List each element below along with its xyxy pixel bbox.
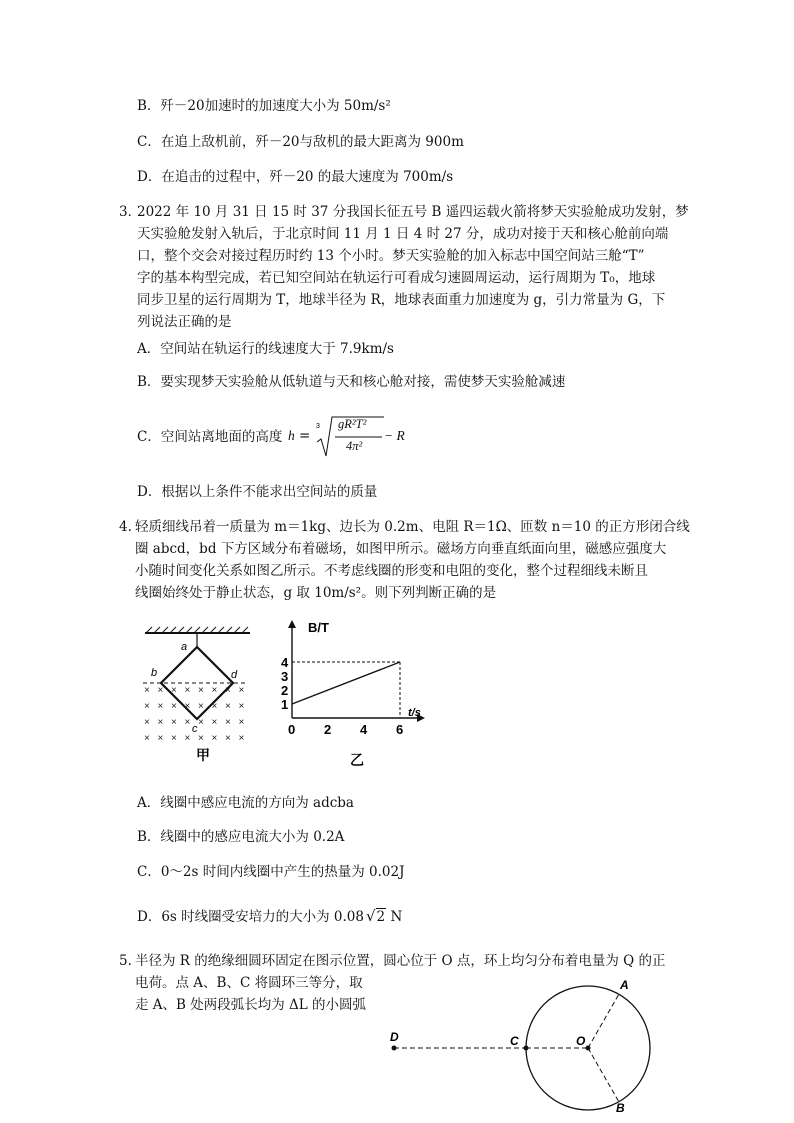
field-cross-mark: × xyxy=(171,733,177,744)
y-tick-label: 2 xyxy=(281,683,289,698)
field-cross-mark: × xyxy=(198,701,204,712)
q3-stem-line: 2022 年 10 月 31 日 15 时 37 分我国长征五号 B 遥四运载火箭将梦天实验舱成功发射，梦 xyxy=(137,204,689,220)
label-o: O xyxy=(576,1034,586,1048)
field-cross-mark: × xyxy=(225,733,231,744)
q4-stem-line: 轻质细线吊着一质量为 m＝1kg、边长为 0.2m、电阻 R＝1Ω、匝数 n＝10 的正方形闭合线 xyxy=(135,519,690,535)
formula-numerator: gR²T² xyxy=(338,417,367,431)
line-ob xyxy=(588,1048,619,1102)
field-cross-mark: × xyxy=(184,733,191,744)
label-c: C xyxy=(510,1034,519,1048)
y-tick-label: 3 xyxy=(281,669,289,684)
field-cross-mark: × xyxy=(171,701,177,712)
line-oa xyxy=(588,994,619,1048)
field-cross-mark: × xyxy=(211,685,218,696)
q5-stem-line: 电荷。点 A、B、C 将圆环三等分，取 xyxy=(135,975,363,991)
q3-option-d: D．根据以上条件不能求出空间站的质量 xyxy=(137,484,378,500)
q3-stem-line: 同步卫星的运行周期为 T，地球半径为 R，地球表面重力加速度为 g，引力常量为 G，下 xyxy=(137,292,666,308)
sqrt-two-radicand: 2 xyxy=(376,909,386,925)
label-a: A xyxy=(620,978,629,992)
x-axis-label: t/s xyxy=(408,707,421,719)
q4-option-d-prefix: D．6s 时线圈受安培力的大小为 0.08 xyxy=(137,909,364,925)
q4-option-d-unit: N xyxy=(390,909,403,925)
field-cross-mark: × xyxy=(198,733,204,744)
field-cross-mark: × xyxy=(225,685,231,696)
label-d: d xyxy=(231,669,238,681)
field-cross-mark: × xyxy=(225,701,231,712)
q3-option-a: A．空间站在轨运行的线速度大于 7.9km/s xyxy=(137,341,394,357)
label-a: a xyxy=(181,641,188,653)
field-cross-mark: × xyxy=(238,717,245,728)
prev-option-d: D．在追击的过程中，歼－20 的最大速度为 700m/s xyxy=(137,169,454,185)
figure-jia xyxy=(140,625,250,770)
x-tick-label: 2 xyxy=(324,722,332,737)
q4-option-d xyxy=(137,905,402,928)
field-cross-mark: × xyxy=(184,717,191,728)
field-cross-mark: × xyxy=(144,717,150,728)
label-b: B xyxy=(616,1101,625,1115)
y-axis-arrow xyxy=(288,620,296,628)
q3-option-c-h: h = xyxy=(288,428,311,444)
label-d: D xyxy=(390,1030,399,1044)
field-cross-mark: × xyxy=(144,701,150,712)
field-cross-mark: × xyxy=(144,685,150,696)
field-cross-mark: × xyxy=(157,717,164,728)
field-cross-mark: × xyxy=(198,717,204,728)
caption-jia: 甲 xyxy=(196,747,210,763)
q3-option-c-minus: − R xyxy=(384,428,405,443)
q4-option-c: C．0～2s 时间内线圈中产生的热量为 0.02J xyxy=(137,864,405,880)
prev-option-b: B．歼－20加速时的加速度大小为 50m/s² xyxy=(137,98,391,114)
q4-stem-line: 线圈始终处于静止状态，g 取 10m/s²。则下列判断正确的是 xyxy=(135,585,497,601)
formula-denominator: 4π² xyxy=(346,439,363,453)
q4-stem-line: 圈 abcd，bd 下方区域分布着磁场，如图甲所示。磁场方向垂直纸面向里，磁感应强度大 xyxy=(135,541,667,557)
field-cross-mark: × xyxy=(238,701,245,712)
field-cross-mark: × xyxy=(198,685,204,696)
q4-option-b: B．线圈中的感应电流大小为 0.2A xyxy=(137,829,345,845)
q3-option-c-prefix: C．空间站离地面的高度 xyxy=(137,429,283,445)
field-cross-mark: × xyxy=(211,717,218,728)
q3-stem-line: 天实验舱发射入轨后，于北京时间 11 月 1 日 4 时 27 分，成功对接于天和核心舱前向端 xyxy=(137,226,669,242)
y-tick-label: 4 xyxy=(281,655,289,670)
q3-stem-line: 字的基本构型完成，若已知空间站在轨运行可看成匀速圆周运动，运行周期为 T₀，地球 xyxy=(137,270,656,286)
q4-number: 4. xyxy=(119,519,132,535)
prev-option-c: C．在追上敌机前，歼－20与敌机的最大距离为 900m xyxy=(137,134,464,150)
root-index: 3 xyxy=(316,423,320,430)
x-tick-label: 6 xyxy=(396,722,404,737)
field-cross-mark: × xyxy=(211,733,218,744)
y-tick-label: 1 xyxy=(281,697,289,712)
q5-stem-line: 走 A、B 处两段弧长均为 ΔL 的小圆弧 xyxy=(135,997,367,1013)
field-cross-mark: × xyxy=(157,685,164,696)
field-cross-mark: × xyxy=(157,701,164,712)
point-o xyxy=(586,1046,591,1051)
field-cross-mark: × xyxy=(238,685,245,696)
figure-ring xyxy=(380,975,680,1115)
caption-yi: 乙 xyxy=(350,752,364,768)
y-axis-label: B/T xyxy=(308,620,329,635)
field-cross-mark: × xyxy=(184,685,191,696)
label-c: c xyxy=(192,723,198,735)
q3-stem-line: 口，整个交会对接过程历时约 13 个小时。梦天实验舱的加入标志中国空间站三舱“T” xyxy=(137,248,645,264)
point-c xyxy=(524,1046,529,1051)
point-d xyxy=(392,1046,397,1051)
q3-number: 3． xyxy=(119,204,142,220)
origin-label: 0 xyxy=(288,722,296,737)
q3-stem-line: 列说法正确的是 xyxy=(137,314,232,330)
q3-option-b: B．要实现梦天实验舱从低轨道与天和核心舱对接，需使梦天实验舱减速 xyxy=(137,374,566,390)
field-cross-mark: × xyxy=(184,701,191,712)
field-cross-mark: × xyxy=(144,733,150,744)
sqrt-two: √2 xyxy=(365,907,386,925)
series-line-b-vs-t xyxy=(292,662,400,704)
field-cross-mark: × xyxy=(238,733,245,744)
q5-number: 5. xyxy=(119,953,132,969)
q4-option-a: A．线圈中感应电流的方向为 adcba xyxy=(137,795,354,811)
q3-option-c-formula xyxy=(316,416,386,460)
field-cross-mark: × xyxy=(171,717,177,728)
x-tick-label: 4 xyxy=(360,722,368,737)
field-cross-mark: × xyxy=(211,701,218,712)
figure-yi-chart xyxy=(280,612,430,772)
field-cross-mark: × xyxy=(157,733,164,744)
q4-stem-line: 小随时间变化关系如图乙所示。不考虑线圈的形变和电阻的变化，整个过程细线未断且 xyxy=(135,563,648,579)
label-b: b xyxy=(151,667,158,679)
field-cross-mark: × xyxy=(171,685,177,696)
field-cross-mark: × xyxy=(225,717,231,728)
q5-stem-line: 半径为 R 的绝缘细圆环固定在图示位置，圆心位于 O 点，环上均匀分布着电量为 Q 的正 xyxy=(135,953,666,969)
